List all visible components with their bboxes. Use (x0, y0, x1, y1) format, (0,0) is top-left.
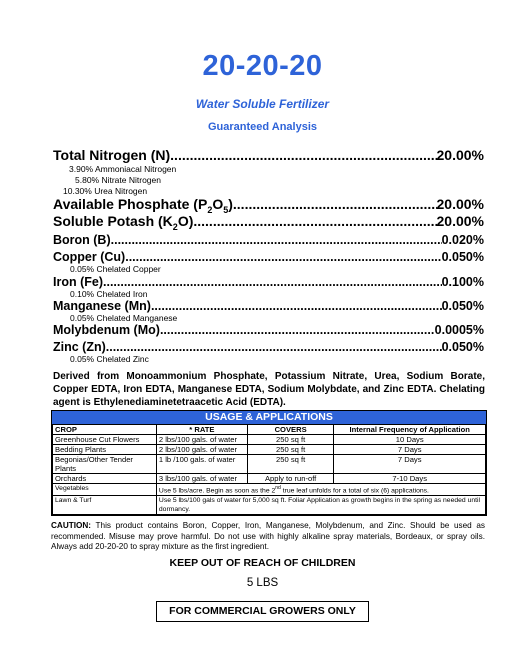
phosphate-line (53, 196, 484, 215)
molybdenum-value: 0.0005% (434, 323, 484, 337)
table-cell: Vegetables (53, 484, 157, 496)
table-cell: 2 lbs/100 gals. of water (156, 445, 247, 455)
table-cell: Orchards (53, 474, 157, 484)
column-header: COVERS (247, 425, 334, 435)
iron-value: 0.100% (441, 275, 484, 289)
manganese-value: 0.050% (441, 299, 484, 313)
iron-note: 0.10% Chelated Iron (70, 289, 148, 299)
zinc-note: 0.05% Chelated Zinc (70, 354, 149, 364)
leader-dots (160, 323, 435, 337)
manganese-note: 0.05% Chelated Manganese (70, 313, 178, 323)
table-cell: 1 lb /100 gals. of water (156, 455, 247, 474)
table-cell: 250 sq ft (247, 445, 334, 455)
boron-label: Boron (B) (53, 233, 111, 247)
product-title: 20-20-20 (202, 50, 323, 82)
zinc-label: Zinc (Zn) (53, 340, 106, 354)
table-cell: 7-10 Days (334, 474, 486, 484)
table-cell: Use 5 lbs/acre. Begin as soon as the 2nd true leaf unfolds for a total of six (6) applications. (156, 484, 485, 496)
table-cell: 7 Days (334, 445, 486, 455)
copper-line (53, 250, 484, 264)
table-row (53, 484, 486, 496)
table-cell: Apply to run-off (247, 474, 334, 484)
manganese-line (53, 299, 484, 313)
table-row (53, 474, 486, 484)
copper-note: 0.05% Chelated Copper (70, 264, 161, 274)
zinc-value: 0.050% (441, 340, 484, 354)
table-cell: 3 lbs/100 gals. of water (156, 474, 247, 484)
nitrogen-line (53, 147, 484, 163)
table-row (53, 435, 486, 445)
table-cell: 2 lbs/100 gals. of water (156, 435, 247, 445)
boron-value: 0.020% (441, 233, 484, 247)
table-cell: 250 sq ft (247, 455, 334, 474)
table-cell: Bedding Plants (53, 445, 157, 455)
potash-line (53, 213, 484, 232)
phosphate-label: Available Phosphate $(P_2O_5)$ (53, 196, 233, 215)
leader-dots (111, 233, 442, 247)
product-subtitle: Water Soluble Fertilizer (195, 97, 330, 111)
table-row (53, 496, 486, 515)
molybdenum-line (53, 323, 484, 337)
guaranteed-analysis-heading: Guaranteed Analysis (207, 121, 318, 133)
leader-dots (103, 275, 442, 289)
iron-label: Iron (Fe) (53, 275, 103, 289)
table-cell: Use 5 lbs/100 gals of water for 5,000 sq ft. Foliar Application as growth begins in the spring as needed until dormancy. (156, 496, 485, 515)
boron-line (53, 233, 484, 247)
potash-value: 20.00% (436, 213, 484, 229)
table-cell: 10 Days (334, 435, 486, 445)
potash-label: Soluble Potash $(K_2O)$ (53, 213, 194, 232)
table-cell: Lawn & Turf (53, 496, 157, 515)
column-header: CROP (53, 425, 157, 435)
table-cell: 7 Days (334, 455, 486, 474)
keep-out-warning: KEEP OUT OF REACH OF CHILDREN (169, 557, 356, 569)
caution-statement: CAUTION: This product contains Boron, Copper, Iron, Manganese, Molybdenum, and Zinc. Should be used as recommended. Misuse may prove harmful. Do not use with highly alkaline spray materials, Bordeaux, or spray oils. Always add 20-20-20 to spray mixture as the first ingredient. (51, 521, 485, 551)
table-header-row (53, 425, 486, 435)
table-cell: Begonias/Other Tender Plants (53, 455, 157, 474)
zinc-line (53, 340, 484, 354)
molybdenum-label: Molybdenum (Mo) (53, 323, 160, 337)
nitrate-note: 5.80% Nitrate Nitrogen (75, 175, 161, 185)
net-weight: 5 LBS (246, 577, 279, 589)
nitrogen-value: 20.00% (436, 147, 484, 163)
leader-dots (125, 250, 441, 264)
nitrogen-label: Total Nitrogen (N) (53, 147, 171, 163)
urea-note: 10.30% Urea Nitrogen (63, 186, 148, 196)
leader-dots (106, 340, 442, 354)
copper-label: Copper (Cu) (53, 250, 126, 264)
table-row (53, 455, 486, 474)
table-cell: Greenhouse Cut Flowers (53, 435, 157, 445)
column-header: * RATE (156, 425, 247, 435)
ammoniacal-note: 3.90% Ammoniacal Nitrogen (69, 164, 177, 174)
leader-dots (151, 299, 442, 313)
table-row (53, 445, 486, 455)
phosphate-value: 20.00% (436, 196, 484, 212)
usage-heading: USAGE & APPLICATIONS (52, 411, 486, 424)
commercial-growers-box: FOR COMMERCIAL GROWERS ONLY (156, 601, 369, 622)
iron-line (53, 275, 484, 289)
derived-from-statement: Derived from Monoammonium Phosphate, Potassium Nitrate, Urea, Sodium Borate, Copper EDTA, Iron EDTA, Manganese EDTA, Sodium Molybdate, and Zinc EDTA. Chelating agent is Ethylenediaminetetraacetic Acid (EDTA). (53, 371, 485, 408)
leader-dots (193, 213, 436, 229)
copper-value: 0.050% (441, 250, 484, 264)
leader-dots (233, 196, 437, 212)
usage-applications-table (51, 410, 487, 516)
manganese-label: Manganese (Mn) (53, 299, 151, 313)
leader-dots (170, 147, 436, 163)
column-header: Internal Frequency of Application (334, 425, 486, 435)
table-cell: 250 sq ft (247, 435, 334, 445)
